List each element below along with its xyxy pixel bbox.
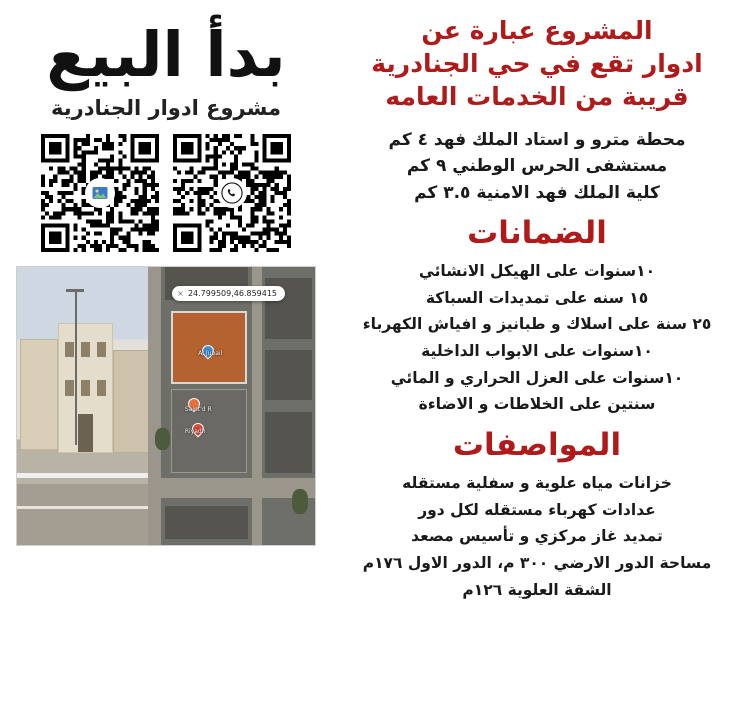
- guarantee-item: ٢٥ سنة على اسلاك و طبانيز و افياش الكهرباء: [362, 315, 712, 334]
- headline-line-1: المشروع عبارة عن: [421, 16, 653, 45]
- map-label: Al Jubail: [198, 350, 223, 358]
- spec-area-line-1: مساحة الدور الارضي ٣٠٠ م، الدور الاول ١٧٦م: [362, 554, 712, 573]
- street-lamp-icon: [75, 289, 77, 445]
- project-location-image[interactable]: [16, 266, 316, 546]
- project-subtitle: مشروع ادوار الجنادرية: [51, 96, 281, 120]
- right-content-column: [330, 0, 750, 713]
- guarantees-section-title: الضمانات: [467, 215, 607, 252]
- guarantee-item: ١٠سنوات على الهيكل الانشائي: [418, 262, 656, 281]
- whatsapp-icon: [217, 178, 247, 208]
- road-marking: [17, 506, 154, 509]
- street-view-photo: [17, 267, 154, 545]
- location-point: كلية الملك فهد الامنية ٣.٥ كم: [414, 182, 660, 203]
- left-branding-column: [0, 0, 330, 713]
- qr-code-row: [14, 134, 318, 252]
- location-point: محطة مترو و استاد الملك فهد ٤ كم: [388, 130, 686, 150]
- location-point: مستشفى الحرس الوطني ٩ كم: [406, 156, 668, 177]
- building-center: [58, 323, 113, 454]
- headline-line-2: ادوار تقع في حي الجنادرية: [371, 49, 703, 78]
- satellite-map[interactable]: [148, 267, 315, 545]
- headline-block: [340, 14, 734, 113]
- page-title: بدأ البيع: [46, 18, 286, 91]
- guarantee-item: ١٠سنوات على العزل الحراري و المائي: [390, 368, 684, 387]
- close-icon[interactable]: ×: [176, 289, 184, 299]
- spec-item: خزانات مياه علوية و سفلية مستقله: [402, 474, 672, 493]
- curb: [17, 473, 154, 478]
- spec-item: تمديد غاز مركزي و تأسيس مصعد: [411, 527, 663, 546]
- spec-item: عدادات كهرباء مستقله لكل دور: [418, 500, 656, 519]
- location-points-list: [340, 127, 734, 206]
- adjacent-plot: [171, 389, 246, 472]
- specs-list: [340, 470, 734, 603]
- coordinates-chip[interactable]: [172, 286, 285, 301]
- guarantees-list: [340, 258, 734, 418]
- building-left: [20, 339, 58, 450]
- guarantee-item: سنتين على الخلاطات و الاضاءة: [418, 395, 656, 414]
- guarantee-item: ١٠سنوات على الابواب الداخلية: [421, 342, 653, 361]
- qr-code-left[interactable]: [173, 134, 291, 252]
- guarantee-item: ١٥ سنه على تمديدات السباكة: [425, 288, 649, 307]
- coordinates-text: 24.799509,46.859415: [187, 289, 278, 299]
- image-badge-icon: [85, 178, 115, 208]
- specs-section-title: المواصفات: [452, 427, 622, 464]
- spec-area-line-2: الشقة العلوية ١٢٦م: [462, 580, 612, 599]
- map-label: Riyadh: [184, 428, 206, 436]
- headline-line-3: قريبة من الخدمات العامه: [385, 82, 689, 111]
- qr-code-right[interactable]: [41, 134, 159, 252]
- map-label: Saint'd R: [184, 406, 212, 413]
